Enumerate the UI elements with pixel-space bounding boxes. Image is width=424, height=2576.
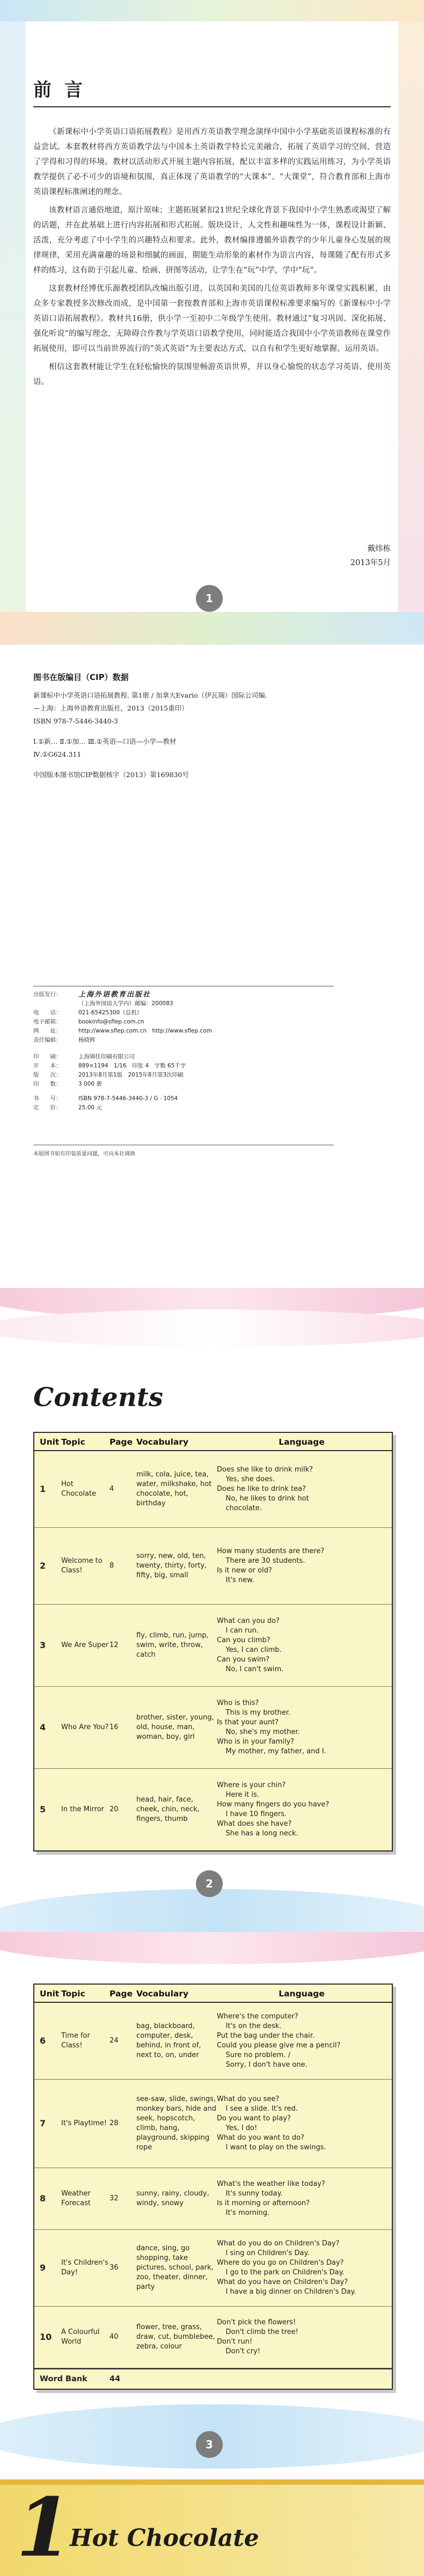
spacer [33, 762, 391, 768]
unit-number: 4 [40, 1722, 46, 1732]
language-line: Could you please give me a pencil? [217, 2041, 341, 2050]
decorative-bottom-band [0, 612, 424, 644]
language-line: Don't climb the tree! [217, 2328, 298, 2336]
language-line: What do you want to do? [217, 2134, 305, 2142]
language-line: I can run. [217, 1627, 259, 1635]
unit-number: 2 [40, 1561, 46, 1571]
spacer [33, 728, 391, 735]
language-line: Do you want to play? [217, 2114, 291, 2123]
language-line: Where do you go on Children's Day? [217, 2259, 344, 2267]
header-vocabulary: Vocabulary [136, 1989, 189, 1999]
publisher-row [33, 1036, 334, 1045]
unit-number: 10 [40, 2332, 52, 2342]
language-line: It's new. [217, 1576, 254, 1584]
cip-line: 中国版本图书馆CIP数据核字（2013）第169830号 [33, 771, 189, 779]
unit-number: 8 [40, 2193, 46, 2204]
unit-vocabulary: bag, blackboard, computer, desk, behind, in front of, next to, on, under [136, 2022, 201, 2059]
header-topic: Topic [61, 1989, 85, 1999]
unit-number: 9 [40, 2263, 46, 2273]
language-line: Can you swim? [217, 1656, 270, 1664]
unit-language [217, 1781, 386, 1839]
language-line: What can you do? [217, 1617, 280, 1625]
header-unit: Unit [40, 1437, 60, 1447]
decorative-swoosh [0, 1932, 424, 1964]
cip-line: 新课标中小学英语口语拓展教程. 第1册 / 加拿大Evario（伊瓦瑞）国际公司编. [33, 691, 267, 699]
header-unit: Unit [40, 1989, 60, 1999]
cip-page [0, 644, 424, 1289]
unit-topic[interactable]: Time for Class! [61, 2032, 90, 2050]
word-bank-row[interactable] [34, 2368, 392, 2389]
unit-vocabulary: brother, sister, young, old, house, man, woman, boy, girl [136, 1714, 214, 1741]
unit-page: 12 [109, 1641, 119, 1649]
contents-row-unit-9[interactable] [34, 2230, 392, 2307]
language-line: Can you climb? [217, 1636, 271, 1644]
publisher-key: 责任编辑： [33, 1037, 62, 1043]
language-line: Where is your chin? [217, 1781, 286, 1789]
unit-page: 4 [109, 1485, 114, 1493]
language-line: Yes, I can climb. [217, 1646, 282, 1654]
language-line: Where's the computer? [217, 2012, 298, 2021]
publisher-row [33, 1103, 334, 1113]
publisher-key: 版 次： [33, 1072, 62, 1078]
unit-topic[interactable]: It's Playtime! [61, 2119, 107, 2127]
contents-table [33, 1432, 393, 1851]
publisher-key [33, 999, 78, 1008]
word-bank-page: 44 [109, 2375, 121, 2383]
publisher-row [33, 1094, 334, 1103]
unit-topic[interactable]: In the Mirror [61, 1805, 104, 1813]
preface-paragraph: 该教材语言通俗地道，原汁原味；主题拓展紧扣21世纪全球化背景下我国中小学生熟悉或渴望了解的话题，并在此基础上进行内容拓展和形式拓展。版块设计，人文性和趣味性为一体，课程设计新颖、活泼，充分考虑了中小学生的兴趣特点和要求。此外，教材编排遵循外语教学的少年儿童身心发展的规律规律，采用充满童趣的场景和细腻的画面，期能生动形象的素材作为语言内容，每课随了配有形式多样的练习，这有助于引起儿童、绘画、拼图等活动，让学生在“玩”中学，学中“玩”。 [33, 206, 391, 275]
unit-topic[interactable]: Hot Chocolate [61, 1480, 97, 1498]
language-line: Yes, she does. [217, 1475, 275, 1483]
publisher-value: 021-65425300（总机） [78, 1009, 143, 1016]
contents-row-unit-2[interactable] [34, 1528, 392, 1605]
language-line: What's the weather like today? [217, 2180, 325, 2188]
language-line: This is my brother. [217, 1709, 291, 1717]
unit-language [217, 2012, 386, 2070]
cip-line: —上海：上海外语教育出版社，2013（2015重印） [33, 704, 188, 712]
title-rule [33, 106, 391, 107]
language-line: Sorry, I don't have one. [217, 2061, 308, 2069]
unit-page: 20 [109, 1805, 119, 1813]
unit-language [217, 1547, 386, 1585]
header-page: Page [109, 1989, 133, 1999]
publisher-row [33, 1071, 334, 1080]
contents-row-unit-10[interactable] [34, 2307, 392, 2368]
language-line: Don't cry! [217, 2347, 260, 2355]
preface-date: 2013年5月 [350, 559, 391, 567]
publisher-row [33, 1018, 334, 1027]
unit-language [217, 2239, 386, 2297]
unit-vocabulary: head, hair, face, cheek, chin, neck, fingers, thumb [136, 1796, 200, 1823]
unit-vocabulary: fly, climb, run, jump, swim, write, throw, catch [136, 1631, 209, 1659]
contents-title: Contents [33, 1382, 163, 1413]
page-number-badge: 2 [196, 1870, 223, 1897]
language-line: No, she's my mother. [217, 1728, 300, 1736]
unit-vocabulary: see-saw, slide, swings, monkey bars, hide and seek, hopscotch, climb, hang, playground, skipping rope [136, 2095, 217, 2151]
publisher-value: http://www.sflep.com.cn http://www.sflep.com [78, 1028, 212, 1034]
preface-paragraph: 相信这套教材能让学生在轻松愉快的氛围里畅游英语世界，并以身心愉悦的状态学习英语、使用英语。 [33, 363, 391, 386]
header-page: Page [109, 1437, 133, 1447]
publisher-value: 3 000 册 [78, 1081, 102, 1087]
unit-page: 36 [109, 2264, 119, 2272]
unit-opener-title: Hot Chocolate [70, 2524, 259, 2552]
contents-page-2 [0, 1932, 424, 2576]
language-line: Does he like to drink tea? [217, 1485, 306, 1493]
unit-topic[interactable]: Weather Forecast [61, 2190, 91, 2207]
unit-language [217, 1616, 386, 1674]
language-line: Is it morning or afternoon? [217, 2199, 310, 2207]
cip-heading: 图书在版编目（CIP）数据 [33, 672, 129, 682]
publisher-value: （上海外国语大学内）邮编：200083 [78, 1000, 173, 1007]
publisher-key: 电 话： [33, 1009, 62, 1016]
unit-topic[interactable]: We Are Super [61, 1641, 109, 1649]
publisher-value: 2013年8月第1版 2015年8月第3次印刷 [78, 1072, 184, 1078]
unit-number: 5 [40, 1804, 46, 1814]
publisher-key: 开 本： [33, 1063, 62, 1069]
publisher-row [33, 1008, 334, 1018]
unit-language [217, 2318, 386, 2357]
publisher-key: 印 数： [33, 1081, 62, 1087]
unit-number: 3 [40, 1640, 46, 1650]
language-line: Is that your aunt? [217, 1718, 279, 1726]
publisher-value: 上海外语教育出版社 [78, 991, 151, 999]
language-line: I sing on Children's Day. [217, 2249, 310, 2257]
spacer [136, 2375, 386, 2383]
publisher-row [33, 990, 334, 999]
language-line: Sure no problem. / [217, 2051, 290, 2059]
decorative-left-band [0, 21, 26, 612]
unit-page: 40 [109, 2333, 119, 2341]
publisher-note: 本版图书如有印装质量问题，可向本社调换 [33, 1151, 135, 1157]
contents-page-1 [0, 1288, 424, 1932]
header-language: Language [279, 1437, 325, 1447]
cip-line: ISBN 978-7-5446-3440-3 [33, 717, 118, 725]
unit-vocabulary: flower, tree, grass, draw, cut, bumblebee, zebra, colour [136, 2323, 215, 2351]
contents-row-unit-3[interactable] [34, 1605, 392, 1687]
unit-topic[interactable]: Welcome to Class! [61, 1557, 103, 1575]
unit-page: 16 [109, 1723, 119, 1731]
publisher-value: 上海锦佳印刷有限公司 [78, 1053, 135, 1060]
language-line: I have 10 fingers. [217, 1810, 287, 1818]
spacer [33, 1089, 334, 1094]
language-line: How many fingers do you have? [217, 1801, 330, 1809]
decorative-top-band [0, 0, 424, 21]
language-line: It's sunny today. [217, 2190, 283, 2198]
language-line: Who is in your family? [217, 1738, 295, 1746]
language-line: She has a long neck. [217, 1829, 298, 1838]
language-line: Don't pick the flowers! [217, 2318, 296, 2326]
language-line: Is it new or old? [217, 1567, 272, 1575]
spacer [33, 1045, 334, 1052]
language-line: Who is this? [217, 1699, 259, 1707]
language-line: No, he likes to drink hot [217, 1495, 309, 1503]
language-line: What does she have? [217, 1820, 292, 1828]
cip-record [33, 690, 391, 782]
unit-topic[interactable]: It's Children's Day! [61, 2259, 108, 2277]
unit-page: 28 [109, 2119, 119, 2127]
publisher-value: 杨晓辉 [78, 1037, 96, 1043]
language-line: I see a slide. It's red. [217, 2105, 298, 2113]
language-line: I go to the park on Children's Day. [217, 2268, 345, 2277]
language-line: What do you do on Children's Day? [217, 2240, 340, 2248]
contents-row-unit-1[interactable] [34, 1451, 392, 1528]
header-topic: Topic [61, 1437, 85, 1447]
publisher-row [33, 1062, 334, 1071]
publisher-row [33, 999, 334, 1008]
unit-page: 24 [109, 2037, 119, 2045]
preface-author: 戴炜栋 [367, 545, 391, 553]
contents-row-unit-7[interactable] [34, 2080, 392, 2168]
publisher-value: 889×1194 1/16 印张 4 字数 65千字 [78, 1063, 186, 1069]
language-line: My mother, my father, and I. [217, 1747, 326, 1755]
page-number-badge: 1 [196, 585, 223, 612]
contents-table-continued [33, 1984, 393, 2390]
unit-number: 7 [40, 2118, 46, 2128]
language-line: Does she like to drink milk? [217, 1466, 313, 1474]
contents-row-unit-8[interactable] [34, 2168, 392, 2230]
cip-line: Ⅰ.①新… Ⅱ.①加… Ⅲ.①英语—口语—小学—教材 [33, 737, 177, 745]
publisher-key: 电子邮箱： [33, 1019, 62, 1025]
preface-title: 前 言 [33, 79, 86, 101]
publisher-value: bookinfo@sflep.com.cn [78, 1019, 144, 1025]
language-line: No, I can't swim. [217, 1665, 284, 1673]
word-bank-label[interactable]: Word Bank [40, 2375, 87, 2383]
publisher-key: 定 价： [33, 1104, 62, 1111]
publisher-key: 出版发行： [33, 991, 62, 998]
language-line: What do you see? [217, 2095, 280, 2103]
publisher-value: 25.00 元 [78, 1104, 102, 1111]
language-line: Don't run! [217, 2338, 253, 2346]
contents-row-unit-4[interactable] [34, 1687, 392, 1769]
cip-line: Ⅳ.①G624.311 [33, 750, 82, 758]
unit-language [217, 2095, 386, 2153]
publisher-row [33, 1080, 334, 1089]
language-line: Yes, I do! [217, 2124, 258, 2132]
language-line: Put the bag under the chair. [217, 2032, 315, 2040]
language-line: I want to play on the swings. [217, 2143, 326, 2151]
decorative-right-band [398, 21, 424, 612]
preface-signature [350, 542, 391, 570]
page-number-badge: 3 [196, 2431, 223, 2458]
unit-page: 32 [109, 2194, 119, 2202]
unit-number: 1 [40, 1484, 46, 1494]
unit-language [217, 1465, 386, 1513]
language-line: Here it is. [217, 1791, 259, 1799]
contents-table-header [34, 1433, 392, 1451]
header-vocabulary: Vocabulary [136, 1437, 189, 1447]
language-line: chocolate. [217, 1504, 262, 1512]
preface-paragraph: 这套教材经博优乐源教授团队改编出版引进，以英国和美国的几位英语教师多年课堂实践积累，由众多专家教授多次修改而成，是中国第一套按教育部和上海市英语课程标准要求编写的《新课标中小学英语口语拓展教程》。教材共16册，供小学一至初中二年级学生使用。教材通过“复习巩固、深化拓展、强化听说”的编写理念，无障碍合作教与学英语口语教学使用，同时能适合我国中小学英语教师在课堂作拓展使用，即可以当前世界流行的“英式英语”为主要表达方式，以自有和学生更好地掌握、运用英语。 [33, 284, 391, 353]
language-line: There are 30 students. [217, 1557, 305, 1565]
unit-vocabulary: sunny, rainy, cloudy, windy, snowy [136, 2190, 209, 2207]
unit-topic[interactable]: Who Are You? [61, 1723, 109, 1731]
publisher-key: 网 址： [33, 1028, 62, 1034]
publisher-key: 书 号： [33, 1095, 62, 1102]
contents-row-unit-5[interactable] [34, 1769, 392, 1850]
unit-topic[interactable]: A Colourful World [61, 2328, 100, 2346]
header-language: Language [279, 1989, 325, 1999]
language-line: How many students are there? [217, 1547, 325, 1555]
language-line: It's morning. [217, 2209, 270, 2217]
publisher-info-table [33, 990, 334, 1113]
unit-number: 6 [40, 2036, 46, 2046]
unit-language [217, 1699, 386, 1757]
publisher-row [33, 1027, 334, 1036]
unit-opener-number: 1 [16, 2480, 72, 2575]
unit-page: 8 [109, 1562, 114, 1570]
unit-vocabulary: sorry, new, old, ten, twenty, thirty, forty, fifty, big, small [136, 1552, 207, 1579]
preface-page [0, 0, 424, 644]
preface-paragraph: 《新课标中小学英语口语拓展教程》是用西方英语教学理念演绎中国中小学基础英语课程标准的有益尝试。本套教材将西方英语教学法与中国本土英语教学特长完美融合，拓展了英语学习的空间，营造了学得和习得的环境。教材以活动形式开展主题内容拓展，配以丰富多样的实践运用练习，为小学英语教学提供了必不可少的语境和氛围，真正体现了英语教学的“大课本”、“大课堂”，符合教育部和上海市英语课程标准阐述的理念。 [33, 128, 391, 196]
language-line: I have a big dinner on Children's Day. [217, 2288, 356, 2296]
unit-vocabulary: dance, sing, go shopping, take pictures, school, park, zoo, theater, dinner, party [136, 2244, 214, 2291]
publisher-row [33, 1052, 334, 1062]
publisher-value: ISBN 978-7-5446-3440-3 / G · 1054 [78, 1095, 178, 1102]
language-line: What do you have on Children's Day? [217, 2278, 348, 2286]
unit-vocabulary: milk, cola, juice, tea, water, milkshake, hot chocolate, hot, birthday [136, 1470, 212, 1507]
publisher-key: 印 刷： [33, 1053, 62, 1060]
contents-row-unit-6[interactable] [34, 2003, 392, 2080]
decorative-swoosh [0, 1309, 424, 1347]
contents-table-header [34, 1985, 392, 2003]
language-line: It's on the desk. [217, 2022, 282, 2030]
unit-language [217, 2179, 386, 2218]
preface-body [33, 125, 391, 393]
